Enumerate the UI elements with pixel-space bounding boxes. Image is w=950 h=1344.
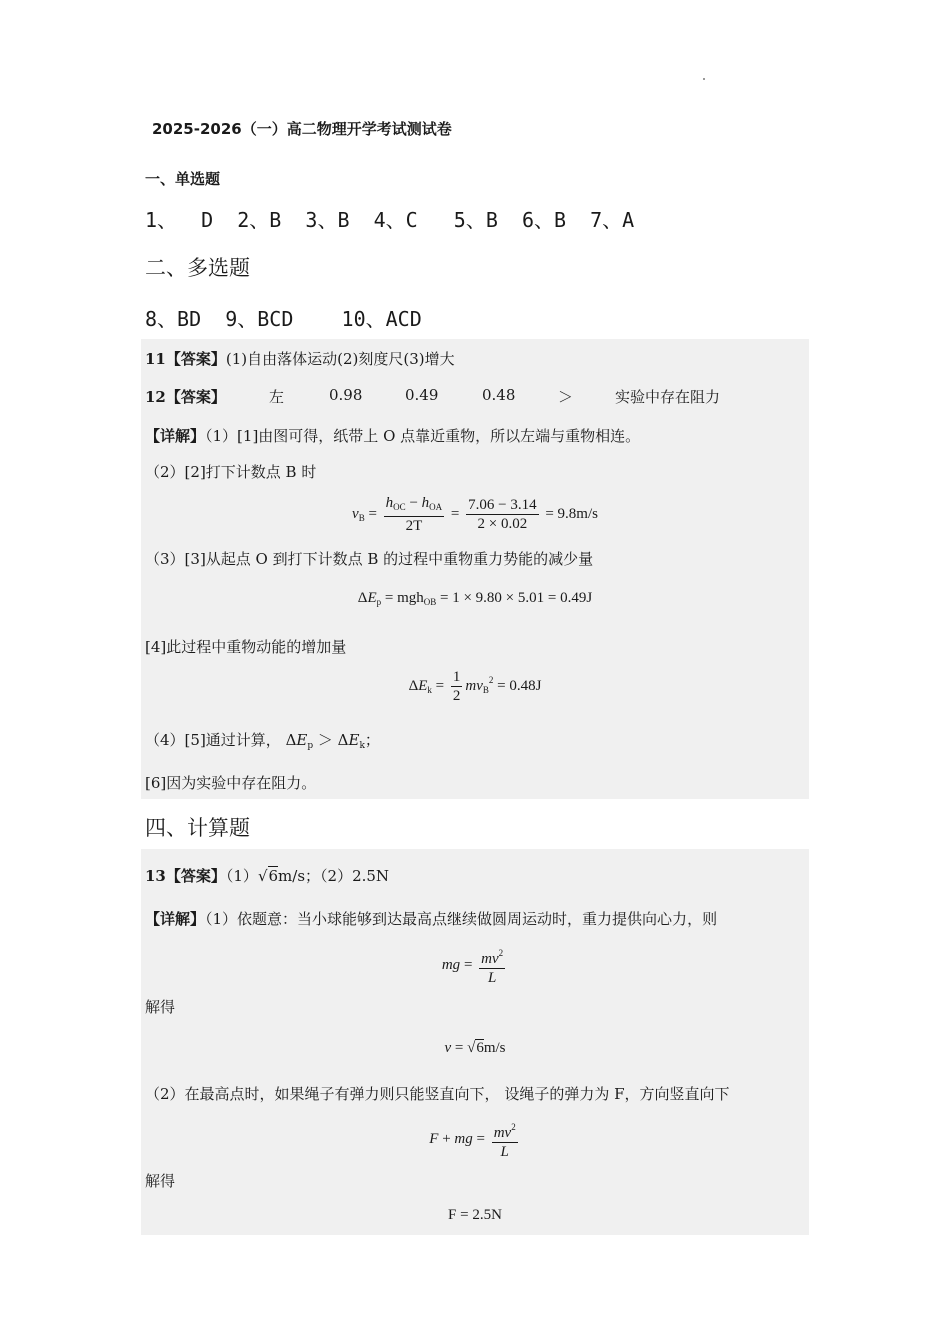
- q12-detail-3: （3）[3]从起点 O 到打下计数点 B 的过程中重物重力势能的减少量: [145, 550, 594, 568]
- section-single-choice-heading: 一、单选题: [145, 170, 221, 188]
- single-choice-answers: 1、 D 2、B 3、B 4、C 5、B 6、B 7、A: [145, 208, 635, 232]
- fraction-numeric: $\frac{7.06 - 3.14}{2 \times 0.02}$: [468, 497, 537, 532]
- q12-blank-5: ＞: [558, 388, 574, 406]
- page-title: 2025-2026（一）高二物理开学考试测试卷: [152, 120, 452, 138]
- equation-F: F = 2.5N: [448, 1207, 502, 1223]
- scan-speck: [703, 78, 705, 80]
- q12-detail-5: （4）[5]通过计算， $\Delta E_p > \Delta E_k$；: [145, 731, 380, 751]
- q11-text: (1)自由落体运动(2)刻度尺(3)增大: [225, 350, 455, 368]
- q11-answer: [145, 348, 455, 369]
- q12-detail-2: （2）[2]打下计数点 B 时: [145, 463, 317, 481]
- equation-ek: $\Delta E_k$ = $\frac{1}{2}$ $mv_B^2 = 0.48J$: [408, 669, 542, 704]
- q12-detail-4: [4]此过程中重物动能的增加量: [145, 638, 347, 656]
- section-multi-choice-heading: 二、多选题: [145, 256, 250, 280]
- q12-blank-2: 0.98: [329, 386, 363, 404]
- q12-blank-1: 左: [269, 388, 285, 406]
- q13-solve-2: 解得: [145, 1172, 176, 1190]
- q13-detail-2: （2）在最高点时，如果绳子有弹力则只能竖直向下， 设绳子的弹力为 F，方向竖直向下: [145, 1085, 730, 1103]
- equation-tension: F + mg = $\frac{mv^2}{L}$: [141, 1118, 809, 1161]
- equation-v: v = √6m/s: [444, 1040, 506, 1056]
- q13-answer: 13【答案】（1）√6m/s；（2）2.5N: [145, 867, 390, 885]
- section-calculation-heading: 四、计算题: [145, 816, 250, 840]
- q12-number: 12: [145, 388, 166, 406]
- q12-answer: [145, 386, 765, 407]
- q12-detail-tag: 【详解】: [145, 427, 206, 445]
- q12-detail-6: [6]因为实验中存在阻力。: [145, 774, 317, 792]
- multi-choice-answers: 8、BD 9、BCD 10、ACD: [145, 307, 422, 331]
- q11-number: 11: [145, 350, 166, 368]
- q12-detail-1: 【详解】（1）[1]由图可得，纸带上 O 点靠近重物，所以左端与重物相连。: [145, 427, 641, 445]
- fraction-h: $\frac{h_{OC} - h_{OA}}{2T}$: [385, 495, 443, 534]
- q12-tag: 【答案】: [165, 388, 226, 406]
- q12-blank-4: 0.48: [482, 386, 516, 404]
- q13-detail-1: 【详解】（1）依题意：当小球能够到达最高点继续做圆周运动时，重力提供向心力，则: [145, 910, 718, 928]
- q13-solve-1: 解得: [145, 998, 176, 1016]
- equation-vb: $v_B$ = $\frac{h_{OC} - h_{OA}}{2T}$ = $\frac{7.06 - 3.14}{2 \times 0.02}$ = 9.8m/s: [352, 495, 598, 534]
- q12-blank-6: 实验中存在阻力: [615, 388, 721, 406]
- q11-tag: 【答案】: [165, 350, 226, 368]
- q12-blank-3: 0.49: [405, 386, 439, 404]
- equation-ep: $\Delta E_p = mgh_{OB} = 1 \times 9.80 \times 5.01 = 0.49J$: [357, 590, 593, 607]
- equation-centripetal: mg = $\frac{mv^2}{L}$: [141, 944, 809, 987]
